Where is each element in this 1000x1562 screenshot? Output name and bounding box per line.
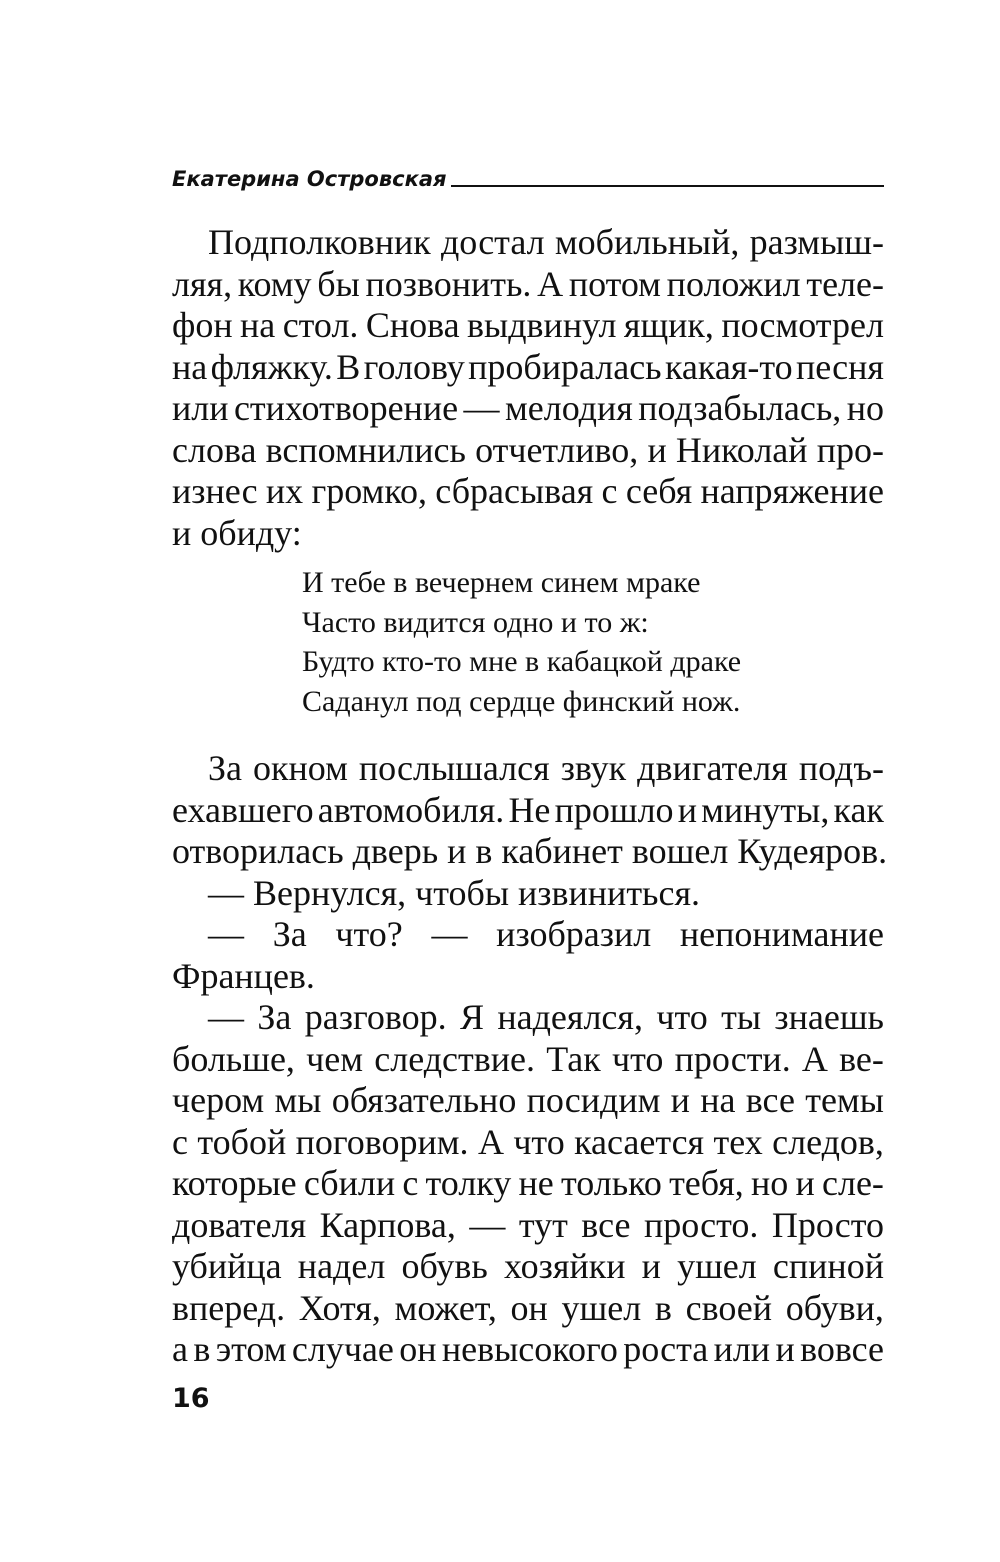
text-line: чером мы обязательно посидим и на все темы bbox=[172, 1080, 884, 1120]
poem-line: Будто кто-то мне в кабацкой драке bbox=[302, 645, 742, 678]
text-line: За окном послышался звук двигателя подъ- bbox=[208, 748, 884, 788]
text-line: с тобой поговорим. А что касается тех следов, bbox=[172, 1121, 884, 1162]
text-line: а в этом случае он невысокого роста или и вовсе bbox=[172, 1329, 884, 1369]
text-line: убийца надел обувь хозяйки и ушел спиной bbox=[172, 1246, 884, 1286]
running-header bbox=[172, 158, 884, 192]
paragraph-2 bbox=[172, 748, 888, 1371]
poem-line: Саданул под сердце финский нож. bbox=[302, 684, 741, 718]
text-line: — За разговор. Я надеялся, что ты знаешь bbox=[208, 997, 884, 1037]
text-line: ляя, кому бы позвонить. А потом положил теле- bbox=[172, 263, 884, 304]
text-line: слова вспомнились отчетливо, и Николай про- bbox=[172, 429, 884, 470]
text-line: вперед. Хотя, может, он ушел в своей обуви, bbox=[172, 1287, 884, 1328]
poem-line: И тебе в вечернем синем мраке bbox=[302, 566, 701, 599]
text-line: — За что? — изобразил непонимание bbox=[208, 914, 884, 954]
text-line: дователя Карпова, — тут все просто. Просто bbox=[172, 1204, 884, 1245]
poem-quote bbox=[302, 563, 741, 721]
text-line: или стихотворение — мелодия подзабылась, но bbox=[172, 388, 884, 428]
text-line: фон на стол. Снова выдвинул ящик, посмотрел bbox=[172, 305, 884, 345]
text-line: которые сбили с толку не только тебя, но и сле- bbox=[172, 1163, 884, 1203]
paragraph-1 bbox=[172, 222, 884, 554]
text-line: Францев. bbox=[172, 955, 315, 996]
text-line: на фляжку. В голову пробиралась какая-то песня bbox=[172, 346, 884, 387]
author-name: Екатерина Островская bbox=[172, 167, 447, 191]
header-rule bbox=[451, 185, 885, 187]
text-line: больше, чем следствие. Так что прости. А ве- bbox=[172, 1038, 884, 1079]
page-number: 16 bbox=[172, 1383, 210, 1414]
text-line: — Вернулся, чтобы извиниться. bbox=[208, 872, 701, 913]
text-line: и обиду: bbox=[172, 512, 302, 553]
text-line: Подполковник достал мобильный, размыш- bbox=[208, 222, 884, 262]
text-line: отворилась дверь и в кабинет вошел Кудеяров. bbox=[172, 831, 888, 871]
poem-line: Часто видится одно и то ж: bbox=[302, 605, 649, 639]
text-line: изнес их громко, сбрасывая с себя напряжение bbox=[172, 471, 884, 511]
text-line: ехавшего автомобиля. Не прошло и минуты, как bbox=[172, 789, 884, 830]
